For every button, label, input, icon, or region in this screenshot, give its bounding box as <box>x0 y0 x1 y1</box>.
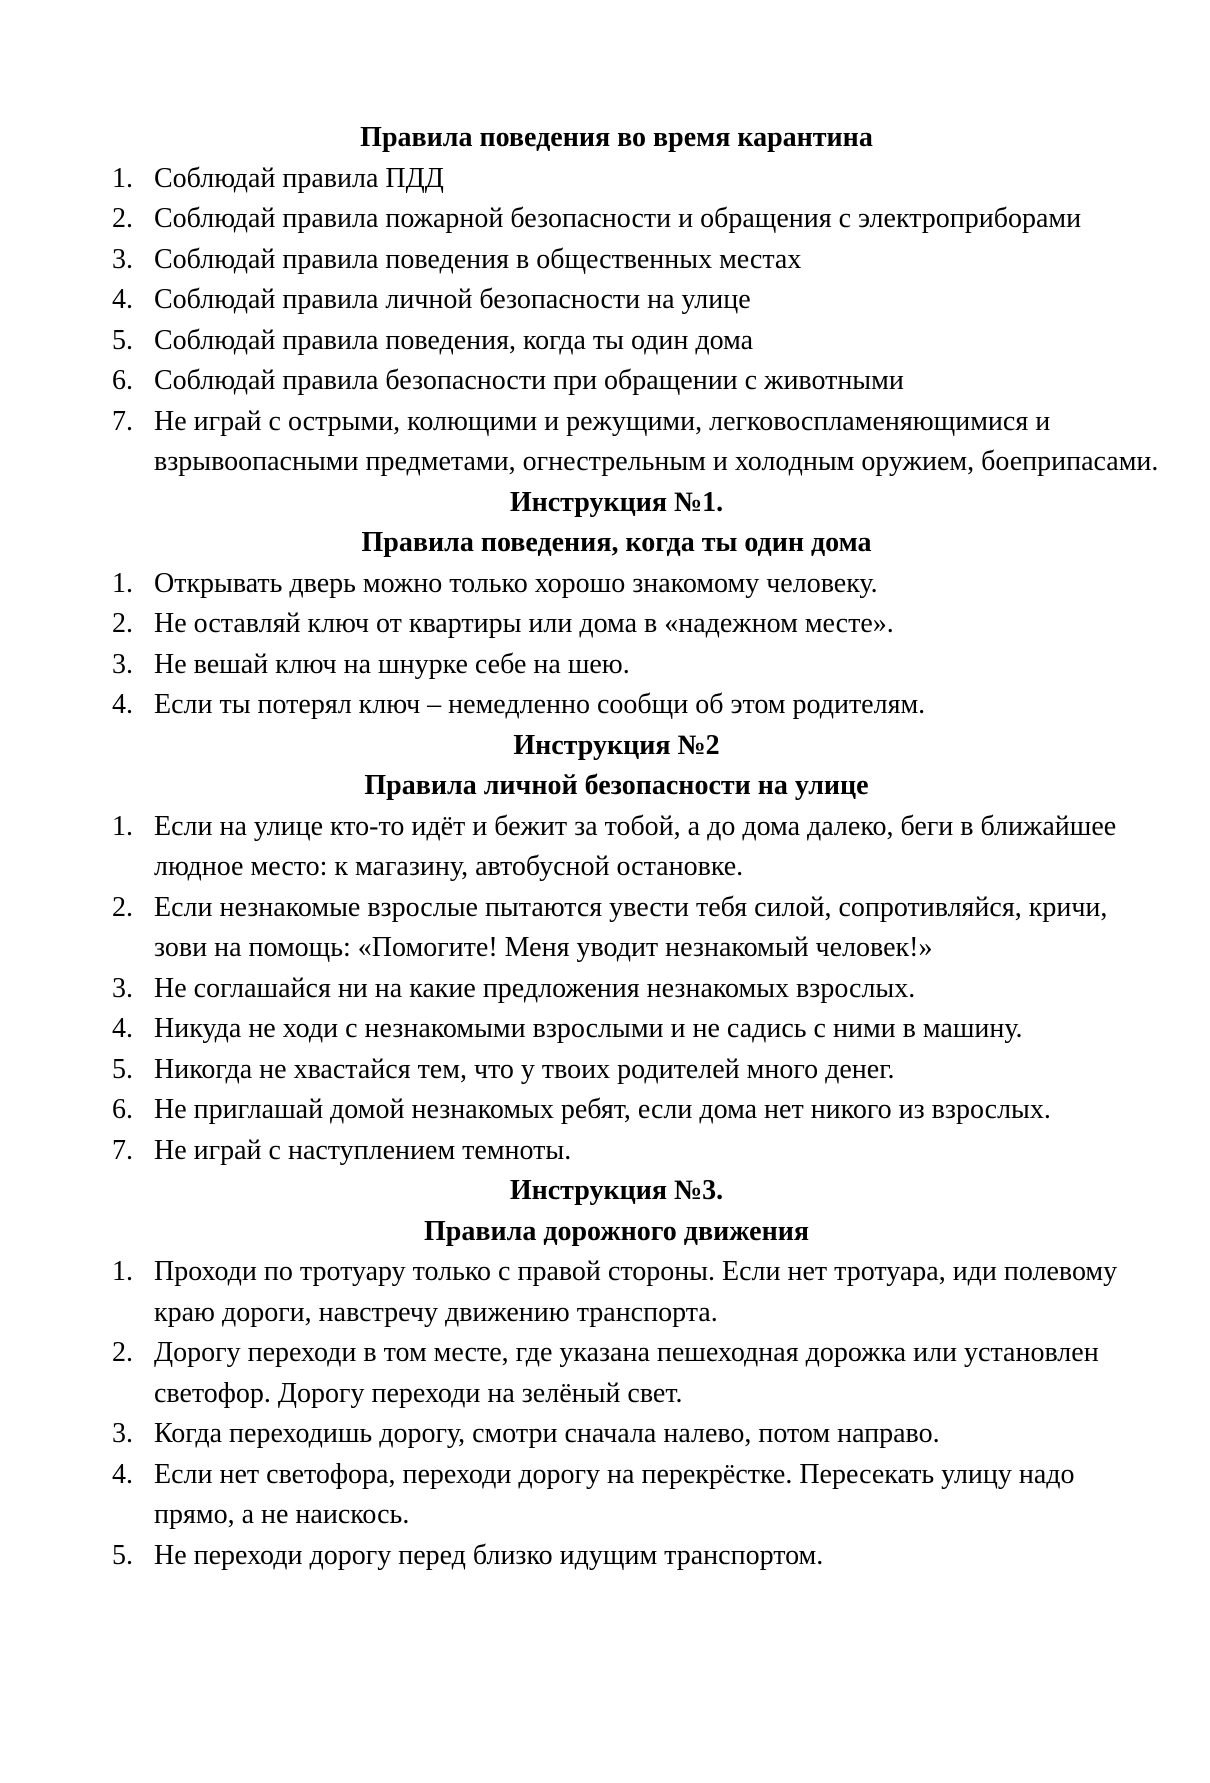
instruction-number: Инструкция №3. <box>509 1175 724 1206</box>
rule-list <box>0 807 1210 1172</box>
document-page <box>0 118 1210 1576</box>
list-item <box>0 969 1210 1010</box>
item-text: Не приглашай домой незнакомых ребят, если дома нет никого из взрослых. <box>154 1094 1051 1125</box>
item-number: 1. <box>112 567 133 599</box>
item-number: 1. <box>112 162 133 194</box>
item-text: Соблюдай правила поведения, когда ты один дома <box>154 324 754 356</box>
section-instruction-3 <box>0 1171 1210 1576</box>
section-title: Правила поведения, когда ты один дома <box>361 527 872 558</box>
list-item <box>0 888 1210 969</box>
list-item <box>0 1252 1210 1333</box>
item-number: 3. <box>112 243 133 275</box>
item-text: Не оставляй ключ от квартиры или дома в «надежном месте». <box>154 608 894 639</box>
list-item <box>0 321 1210 362</box>
list-item <box>0 807 1210 888</box>
item-number: 5. <box>112 324 133 356</box>
list-item <box>0 685 1210 726</box>
item-number: 4. <box>112 689 133 720</box>
rule-list <box>0 1252 1210 1576</box>
list-item <box>0 199 1210 240</box>
section-instruction-1 <box>0 483 1210 726</box>
item-number: 6. <box>112 365 133 396</box>
item-number: 6. <box>112 1094 133 1125</box>
list-item <box>0 1131 1210 1172</box>
section-title: Правила дорожного движения <box>424 1215 809 1247</box>
item-text: Если на улице кто-то идёт и бежит за тобой, а до дома далеко, беги в ближайшее людное место: к магазину, автобусной остановке. <box>154 810 1117 882</box>
rule-list <box>0 159 1210 483</box>
list-item <box>0 240 1210 281</box>
list-item <box>0 402 1210 483</box>
list-item <box>0 361 1210 402</box>
item-number: 5. <box>112 1539 133 1571</box>
instruction-number: Инструкция №1. <box>509 486 724 518</box>
item-text: Соблюдай правила безопасности при обращении с животными <box>154 365 904 396</box>
item-text: Соблюдай правила ПДД <box>154 162 444 194</box>
list-item <box>0 280 1210 321</box>
item-text: Если нет светофора, переходи дорогу на перекрёстке. Пересекать улицу надо прямо, а не наискось. <box>154 1458 1075 1530</box>
item-text: Не вешай ключ на шнурке себе на шею. <box>154 648 630 680</box>
item-number: 3. <box>112 1418 133 1449</box>
item-number: 2. <box>112 203 133 234</box>
item-number: 1. <box>112 810 133 842</box>
list-item <box>0 645 1210 686</box>
list-item <box>0 159 1210 200</box>
list-item <box>0 1009 1210 1050</box>
item-text: Никуда не ходи с незнакомыми взрослыми и не садись с ними в машину. <box>154 1013 1023 1044</box>
item-number: 1. <box>112 1256 133 1287</box>
item-text: Проходи по тротуару только с правой стороны. Если нет тротуара, иди полевому краю дороги, навстречу движению транспорта. <box>154 1256 1118 1328</box>
item-number: 3. <box>112 972 133 1004</box>
list-item <box>0 1536 1210 1577</box>
list-item <box>0 1455 1210 1536</box>
item-number: 3. <box>112 648 133 680</box>
item-text: Не соглашайся ни на какие предложения незнакомых взрослых. <box>154 972 916 1004</box>
item-text: Если незнакомые взрослые пытаются увести тебя силой, сопротивляйся, кричи, зови на помощь: «Помогите! Меня уводит незнакомый человек!» <box>154 891 1108 963</box>
section-instruction-2 <box>0 726 1210 1172</box>
list-item <box>0 1050 1210 1091</box>
item-text: Никогда не хвастайся тем, что у твоих родителей много денег. <box>154 1053 895 1085</box>
list-item <box>0 564 1210 605</box>
item-number: 7. <box>112 1134 133 1166</box>
item-text: Когда переходишь дорогу, смотри сначала налево, потом направо. <box>154 1418 940 1449</box>
item-number: 2. <box>112 608 133 639</box>
section-title: Правила поведения во время карантина <box>360 122 873 153</box>
item-text: Соблюдай правила личной безопасности на улице <box>154 284 751 315</box>
instruction-number: Инструкция №2 <box>513 729 720 761</box>
list-item <box>0 1090 1210 1131</box>
item-text: Дорогу переходи в том месте, где указана пешеходная дорожка или установлен светофор. Дорогу переходи на зелёный свет. <box>154 1337 1099 1409</box>
rule-list <box>0 564 1210 726</box>
list-item <box>0 1333 1210 1414</box>
item-number: 4. <box>112 1458 133 1490</box>
item-text: Если ты потерял ключ – немедленно сообщи об этом родителям. <box>154 689 926 720</box>
item-number: 7. <box>112 405 133 437</box>
list-item <box>0 604 1210 645</box>
item-text: Соблюдай правила поведения в общественных местах <box>154 243 802 275</box>
item-text: Соблюдай правила пожарной безопасности и обращения с электроприборами <box>154 203 1082 234</box>
item-number: 2. <box>112 891 133 923</box>
item-text: Не переходи дорогу перед близко идущим транспортом. <box>154 1539 824 1571</box>
section-title: Правила личной безопасности на улице <box>364 770 869 801</box>
item-number: 4. <box>112 284 133 315</box>
item-text: Не играй с наступлением темноты. <box>154 1134 572 1166</box>
item-text: Открывать дверь можно только хорошо знакомому человеку. <box>154 567 878 599</box>
item-number: 5. <box>112 1053 133 1085</box>
item-text: Не играй с острыми, колющими и режущими, легковоспламеняющимися и взрывоопасными предметами, огнестрельным и холодным оружием, боеприпасами. <box>154 405 1159 477</box>
item-number: 2. <box>112 1337 133 1368</box>
section-quarantine-rules <box>0 118 1210 483</box>
item-number: 4. <box>112 1013 133 1044</box>
list-item <box>0 1414 1210 1455</box>
